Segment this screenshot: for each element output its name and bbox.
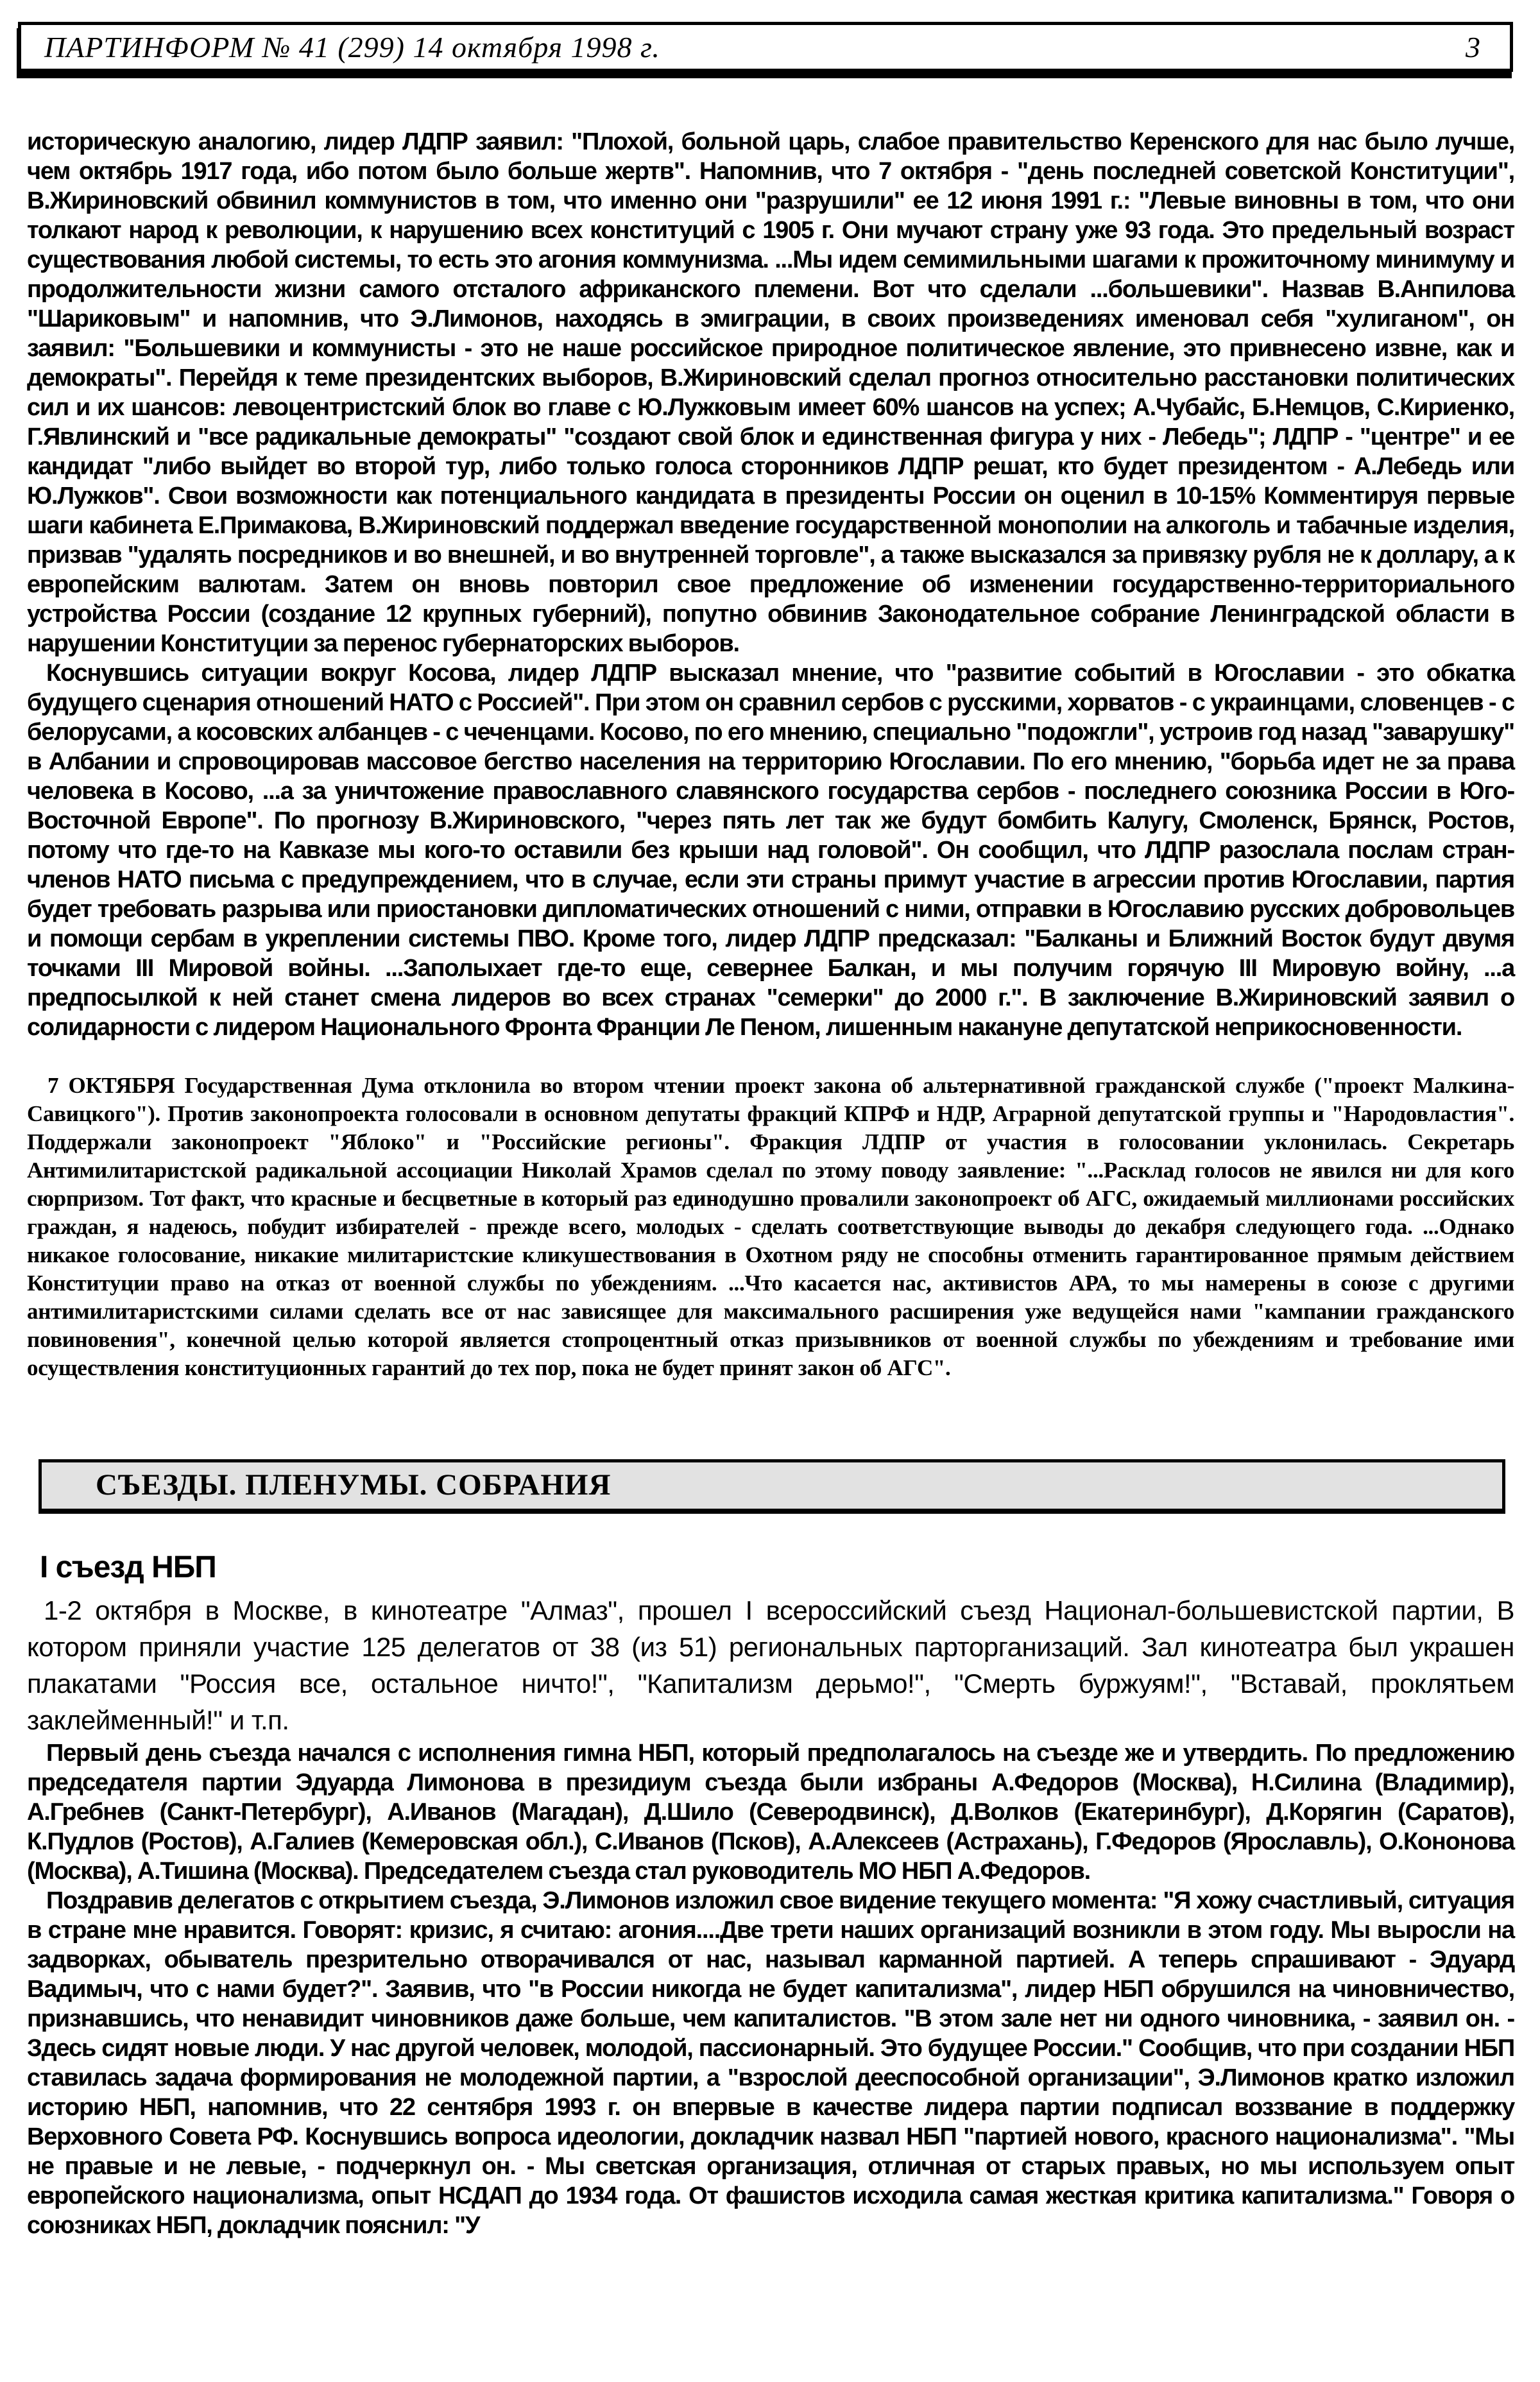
newsletter-title: ПАРТИНФОРМ № 41 (299) 14 октября 1998 г. <box>44 30 660 64</box>
nbp-article-paragraph-limonov-speech: Поздравив делегатов с открытием съезда, Э.Лимонов изложил свое видение текущего момента: "Я хожу счастливый, ситуация в стране мне нравится. Говорят: кризис, я считаю: агония....Две трети наших организаций возникли в этом году. Мы выросли на задворках, обыватель презрительно отворачивался от нас, называл карманной партией. А теперь спрашивают - Эдуард Вадимыч, что с нами будет?". Заявив, что "в России никогда не будет капитализма", лидер НБП обрушился на чиновничество, признавшись, что ненавидит чиновников даже больше, чем капиталистов. "В этом зале нет ни одного чиновника, - заявил он. - Здесь сидят новые люди. У нас другой человек, молодой, пассионарный. Это будущее России." Сообщив, что при создании НБП ставилась задача формирования не молодежной партии, а "взрослой дееспособной организации", Э.Лимонов кратко изложил историю НБП, напомнив, что 22 сентября 1993 г. он впервые в качестве лидера партии подписал воззвание в поддержку Верховного Совета РФ. Коснувшись вопроса идеологии, докладчик назвал НБП "партией нового, красного национализма". "Мы не правые и не левые, - подчеркнул он. - Мы светская организация, отличная от старых правых, но мы используем опыт европейского национализма, опыт НСДАП до 1934 года. От фашистов исходила самая жесткая критика капитализма." Говоря о союзниках НБП, докладчик пояснил: "У <box>27 1887 1514 2239</box>
nbp-article-heading: I съезд НБП <box>40 1550 216 1584</box>
masthead <box>18 22 1513 72</box>
section-banner <box>38 1459 1505 1514</box>
nbp-article-paragraph-first-day: Первый день съезда начался с исполнения гимна НБП, который предполагалось на съезде же и утвердить. По предложению председателя партии Эдуарда Лимонова в президиум съезда были избраны А.Федоров (Москва), Н.Силина (Владимир), А.Гребнев (Санкт-Петербург), А.Иванов (Магадан), Д.Шило (Северодвинск), Д.Волков (Екатеринбург), Д.Корягин (Саратов), К.Пудлов (Ростов), А.Галиев (Кемеровская обл.), С.Иванов (Псков), А.Алексеев (Астрахань), Г.Федоров (Ярославль), О.Кононова (Москва), А.Тишина (Москва). Председателем съезда стал руководитель МО НБП А.Федоров. <box>27 1740 1514 1885</box>
page-body <box>27 127 1514 2240</box>
section-banner-title: СЪЕЗДЫ. ПЛЕНУМЫ. СОБРАНИЯ <box>96 1468 612 1502</box>
lead-article-paragraph-kosovo: Коснувшись ситуации вокруг Косова, лидер ЛДПР высказал мнение, что "развитие событий в Югославии - это обкатка будущего сценария отношений НАТО с Россией". При этом он сравнил сербов с русскими, хорватов - с украинцами, словенцев - с белорусами, а косовских албанцев - с чеченцами. Косово, по его мнению, специально "подожгли", устроив год назад "заварушку" в Албании и спровоцировав массовое бегство населения на территорию Югославии. По его мнению, "борьба идет не за права человека в Косово, ...а за уничтожение православного славянского государства сербов - последнего союзника России в Юго-Восточной Европе". По прогнозу В.Жириновского, "через пять лет так же будут бомбить Калугу, Смоленск, Брянск, Ростов, потому что где-то на Кавказе мы кого-то оставили без крыши над головой". Он сообщил, что ЛДПР разослала послам стран-членов НАТО письма с предупреждением, что в случае, если эти страны примут участие в агрессии против Югославии, партия будет требовать разрыва или приостановки дипломатических отношений с ними, отправки в Югославию русских добровольцев и помощи сербам в укреплении системы ПВО. Кроме того, лидер ЛДПР предсказал: "Балканы и Ближний Восток будут двумя точками III Мировой войны. ...Заполыхает где-то еще, севернее Балкан, и мы получим горячую III Мировую войну, ...а предпосылкой к ней станет смена лидеров во всех странах "семерки" до 2000 г.". В заключение В.Жириновский заявил о солидарности с лидером Национального Фронта Франции Ле Пеном, лишенным накануне депутатской неприкосновенности. <box>27 660 1514 1041</box>
page-number: 3 <box>1466 30 1480 64</box>
lead-article-paragraph-continuation: историческую аналогию, лидер ЛДПР заявил: "Плохой, больной царь, слабое правительство Керенского для нас было лучше, чем октябрь 1917 года, ибо потом было больше жертв". Напомнив, что 7 октября - "день последней советской Конституции", В.Жириновский обвинил коммунистов в том, что именно они "разрушили" ее 12 июня 1991 г.: "Левые виновны в том, что они толкают народ к революции, к нарушению всех конституций с 1905 г. Они мучают страну уже 93 года. Это предельный возраст существования любой системы, то есть это агония коммунизма. ...Мы идем семимильными шагами к прожиточному минимуму и продолжительности жизни самого отсталого африканского племени. Вот что сделали ...большевики". Назвав В.Анпилова "Шариковым" и напомнив, что Э.Лимонов, находясь в эмиграции, в своих произведениях именовал себя "хулиганом", он заявил: "Большевики и коммунисты - это не наше российское природное политическое явление, это привнесено извне, как и демократы". Перейдя к теме президентских выборов, В.Жириновский сделал прогноз относительно расстановки политических сил и их шансов: левоцентристский блок во главе с Ю.Лужковым имеет 60% шансов на успех; А.Чубайс, Б.Немцов, С.Кириенко, Г.Явлинский и "все радикальные демократы" "создают свой блок и единственная фигура у них - Лебедь"; ЛДПР - "центре" и ее кандидат "либо выйдет во второй тур, либо только голоса сторонников ЛДПР решат, кто будет президентом - А.Лебедь или Ю.Лужков". Свои возможности как потенциального кандидата в президенты России он оценил в 10-15% Комментируя первые шаги кабинета Е.Примакова, В.Жириновский поддержал введение государственной монополии на алкоголь и табачные изделия, призвав "удалять посредников и во внешней, и во внутренней торговле", а также высказался за привязку рубля не к доллару, а к европейским валютам. Затем он вновь повторил свое предложение об изменении государственно-территориального устройства России (создание 12 крупных губерний), попутно обвинив Законодательное собрание Ленинградской области в нарушении Конституции за перенос губернаторских выборов. <box>27 128 1514 657</box>
duma-news-paragraph: 7 ОКТЯБРЯ Государственная Дума отклонила во втором чтении проект закона об альтернативной гражданской службе ("проект Малкина-Савицкого"). Против законопроекта голосовали в основном депутаты фракций КПРФ и НДР, Аграрной депутатской группы и "Народовластия". Поддержали законопроект "Яблоко" и "Российские регионы". Фракция ЛДПР от участия в голосовании уклонилась. Секретарь Антимилитаристской радикальной ассоциации Николай Храмов сделал по этому поводу заявление: "...Расклад голосов не явился ни для кого сюрпризом. Тот факт, что красные и бесцветные в который раз единодушно провалили законопроект об АГС, ожидаемый миллионами российских граждан, я надеюсь, побудит избирателей - прежде всего, молодых - сделать соответствующие выводы до декабря следующего года. ...Однако никакое голосование, никакие милитаристские кликушествования в Охотном ряду не способны отменить гарантированное прямым действием Конституции право на отказ от военной службы по убеждениям. ...Что касается нас, активистов АРА, то мы намерены в союзе с другими антимилитаристскими силами сделать все от нас зависящее для максимального расширения уже ведущейся нами "кампании гражданского повиновения", конечной целью которой является стопроцентный отказ призывников от военной службы по убеждениям и требование ими осуществления конституционных гарантий до тех пор, пока не будет принят закон об АГС". <box>27 1073 1514 1380</box>
nbp-article-paragraph-intro: 1-2 октября в Москве, в кинотеатре "Алмаз", прошел I всероссийский съезд Национал-большевистской партии, В котором приняли участие 125 делегатов от 38 (из 51) региональных парторганизаций. Зал кинотеатра был украшен плакатами "Россия все, остальное ничто!", "Капитализм дерьмо!", "Смерть буржуям!", "Вставай, проклятьем заклейменный!" и т.п. <box>27 1595 1514 1735</box>
